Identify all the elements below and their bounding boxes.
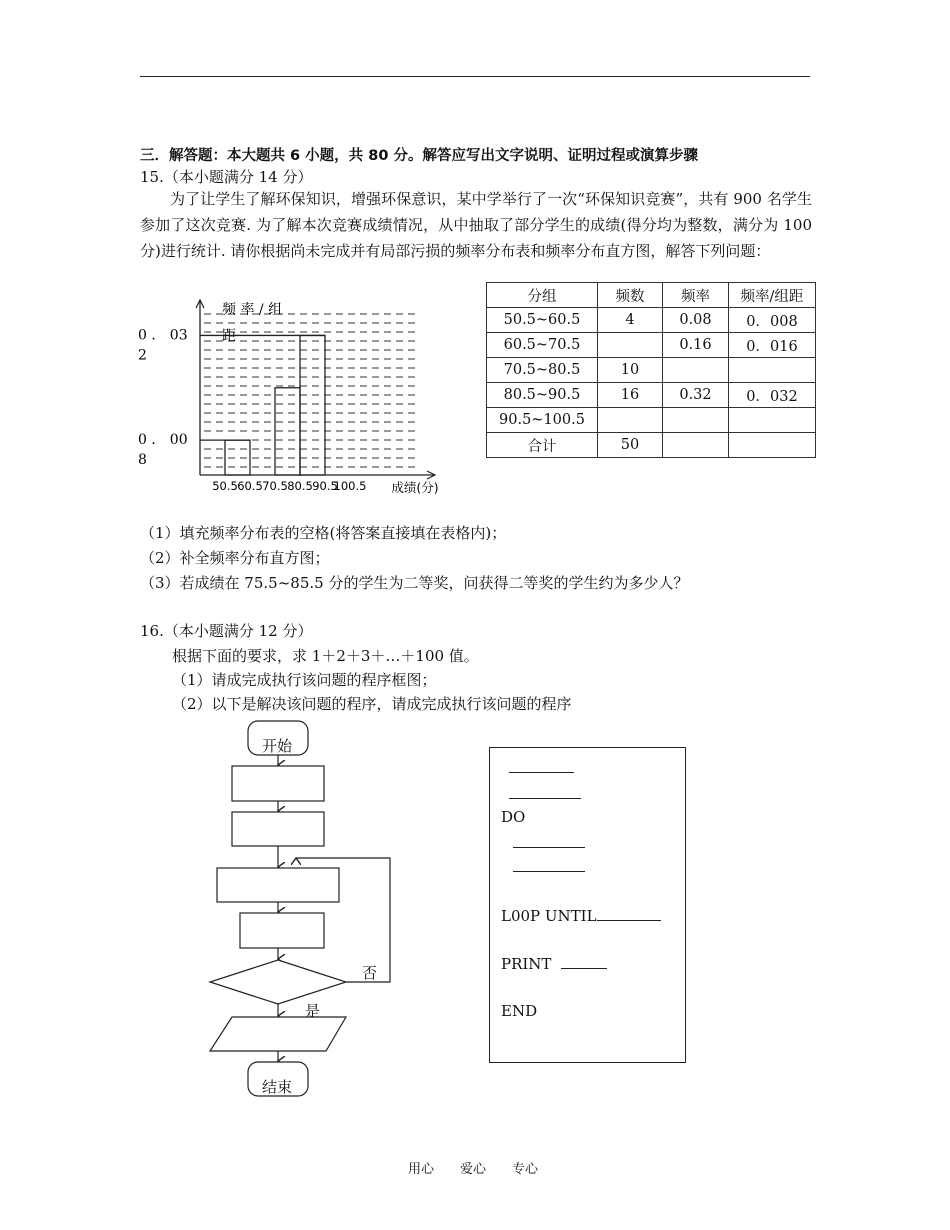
program-blank-4 [513,857,585,876]
table-cell: 60.5~70.5 [487,333,598,358]
q16-line-2: （1）请成完成执行该问题的程序框图； [172,671,437,689]
frequency-table [486,282,816,458]
table-cell: 80.5~90.5 [487,383,598,408]
table-header: 频数 [598,283,663,308]
table-row [487,408,816,433]
flow-yes-label: 是 [305,1002,321,1020]
table-cell: 4 [598,308,663,333]
flow-process-4 [240,913,324,948]
table-cell: 0．032 [729,383,816,408]
frequency-histogram [130,290,460,500]
table-cell: 0．016 [729,333,816,358]
program-print [501,954,607,973]
table-cell: 10 [598,358,663,383]
x-tick-label: 100.5 [333,479,367,493]
x-tick-label: 80.5 [287,479,313,493]
program-do: DO [501,808,526,826]
table-cell: 0.16 [663,333,729,358]
program-loop-label: L00P UNTIL [501,907,597,925]
x-tick-label: 60.5 [237,479,263,493]
flow-process-2 [232,812,324,846]
x-tick-label: 50.5 [212,479,238,493]
flow-no-label: 否 [362,964,378,982]
x-tick-label: 90.5 [312,479,338,493]
table-cell: 合计 [487,433,598,458]
table-cell: 70.5~80.5 [487,358,598,383]
flow-process-1 [232,766,324,801]
table-cell [729,358,816,383]
table-header: 分组 [487,283,598,308]
table-row [487,308,816,333]
x-tick-label: 70.5 [262,479,288,493]
table-row [487,333,816,358]
program-print-label: PRINT [501,955,552,973]
table-cell [598,333,663,358]
table-row [487,358,816,383]
q15-question-2: （2）补全频率分布直方图； [140,549,330,567]
table-header: 频率 [663,283,729,308]
table-cell: 0.08 [663,308,729,333]
q15-body: 为了让学生了解环保知识，增强环保意识，某中学举行了一次“环保知识竞赛”，共有 900 名学生参加了这次竞赛. 为了解本次竞赛成绩情况，从中抽取了部分学生的成绩(得分均为整数，满分为 100 分)进行统计. 请你根据尚未完成并有局部污损的频率分布表和频率分布直方图，解答下列问题： [140,190,812,260]
q15-header: 15.（本小题满分 14 分） [140,168,313,186]
section-title: 三．解答题：本大题共 6 小题，共 80 分。解答应写出文字说明、证明过程或演算步骤 [140,148,698,164]
footer-text: 用心 爱心 专心 [408,1162,539,1177]
table-cell [729,408,816,433]
y-label: 0 ． 03 [138,327,188,344]
y-label-cont: 2 [138,347,147,364]
table-header: 频率/组距 [729,283,816,308]
table-cell: 0.32 [663,383,729,408]
table-row [487,433,816,458]
table-cell [729,433,816,458]
table-cell [663,433,729,458]
table-cell [663,408,729,433]
q16-line-3: （2）以下是解决该问题的程序，请成完成执行该问题的程序 [172,695,572,713]
q16-header: 16.（本小题满分 12 分） [140,622,313,640]
flow-start-label: 开始 [262,737,293,755]
q15-question-1: （1）填充频率分布表的空格(将答案直接填在表格内)； [140,524,507,542]
table-cell: 50.5~60.5 [487,308,598,333]
flow-end-label: 结束 [262,1078,293,1096]
flowchart [200,715,410,1105]
table-cell [598,408,663,433]
flow-output [210,1017,346,1051]
table-cell: 50 [598,433,663,458]
program-loop-until [501,906,661,925]
table-cell [663,358,729,383]
program-end: END [501,1002,538,1020]
table-cell: 16 [598,383,663,408]
y-axis-label-cont: 距 [222,328,236,344]
table-cell: 0．008 [729,308,816,333]
flow-process-3 [217,868,339,902]
x-axis-label: 成绩(分) [391,480,439,495]
q16-line-1: 根据下面的要求，求 1＋2＋3＋…＋100 值。 [172,647,479,665]
y-label: 0 ． 00 [138,432,188,449]
program-blank-3 [513,833,585,852]
q15-question-3: （3）若成绩在 75.5~85.5 分的学生为二等奖，问获得二等奖的学生约为多少人？ [140,574,689,592]
y-axis-label: 频 率 / 组 [222,302,283,318]
program-blank-1 [509,758,574,777]
y-label-cont: 8 [138,452,147,469]
histogram-bar [300,335,325,475]
table-row [487,383,816,408]
header-rule [140,76,810,77]
table-cell: 90.5~100.5 [487,408,598,433]
table-header-row [487,283,816,308]
program-blank-2 [509,784,581,803]
flow-decision [210,960,346,1004]
